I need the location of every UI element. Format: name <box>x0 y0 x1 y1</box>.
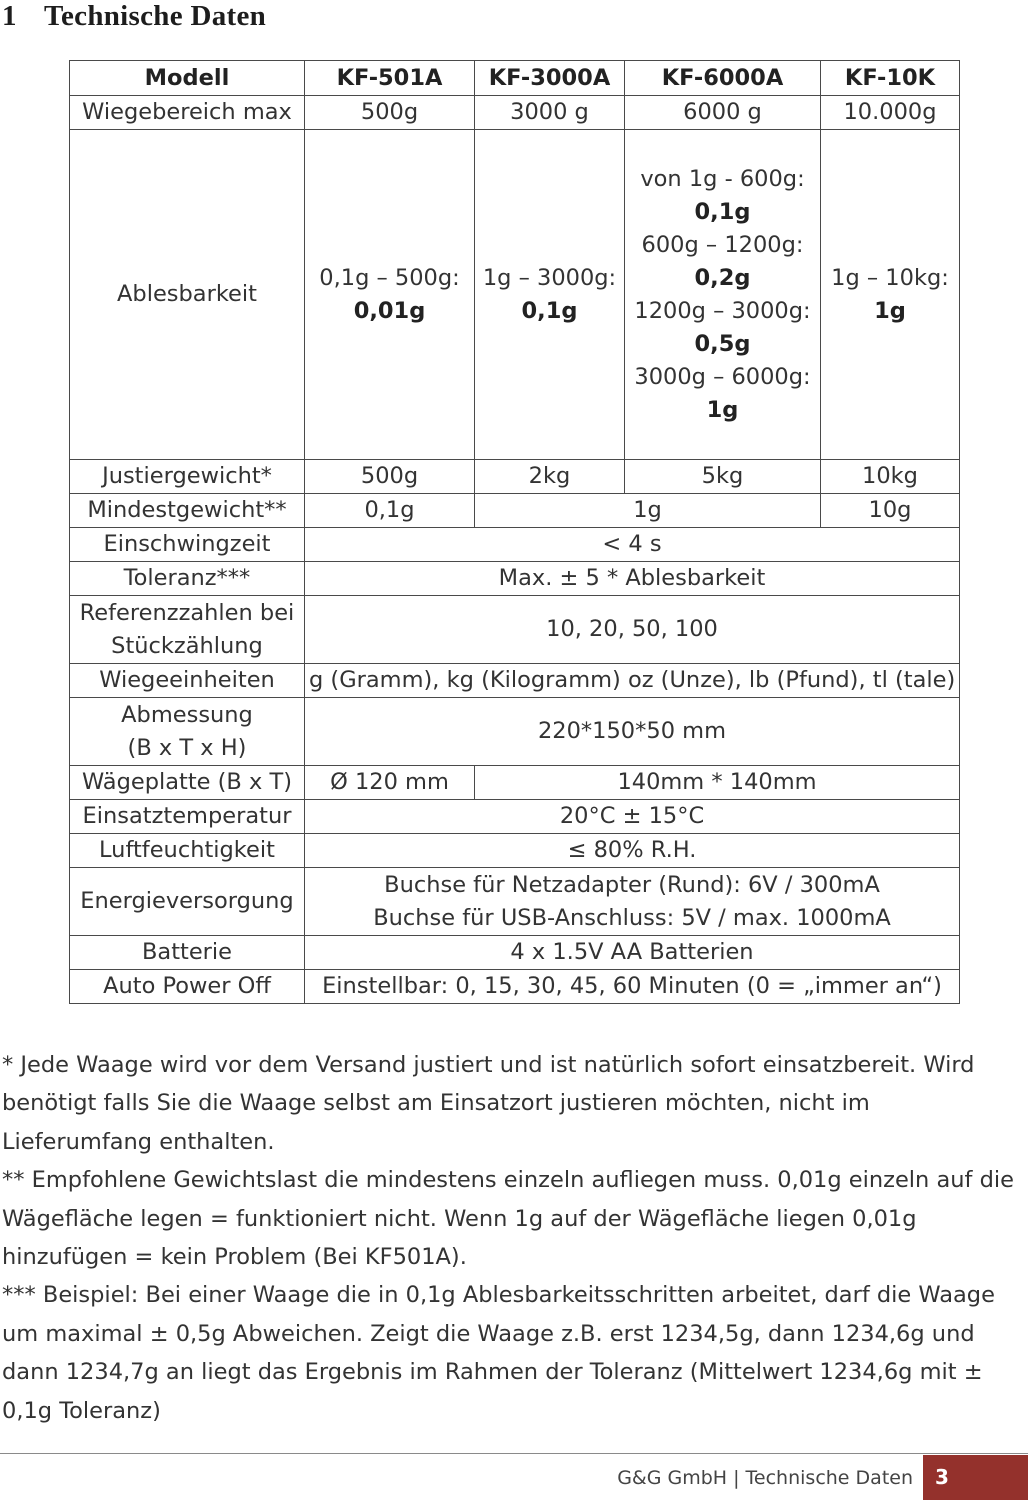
table-row <box>70 664 960 698</box>
footnote-text: Beispiel: Bei einer Waage die in 0,1g Ablesbarkeitsschritten arbeitet, darf die Waage um maximal ± 0,5g Abweichen. Zeigt die Waage z.B. erst 1234,5g, dann 1234,6g und dann 1234,7g an liegt das Ergebnis im Rahmen der Toleranz (Mittelwert 1234,6g mit ± 0,1g Toleranz) <box>2 1282 995 1424</box>
footnote <box>2 1276 1022 1430</box>
footnote-marker: * <box>2 1052 14 1078</box>
section-number: 1 <box>2 0 17 32</box>
header-kf-6000a: KF-6000A <box>625 61 821 96</box>
cell-range: 3000g – 6000g: <box>634 363 811 390</box>
cell-value: 0,1g <box>694 198 751 225</box>
cell-range: 1g – 10kg: <box>831 264 949 291</box>
table-row <box>70 936 960 970</box>
table-cell: 2kg <box>475 460 625 494</box>
footer-divider <box>0 1453 1028 1454</box>
cell-range: 0,1g – 500g: <box>319 264 460 291</box>
table-row <box>70 562 960 596</box>
table-cell: 4 x 1.5V AA Batterien <box>305 936 960 970</box>
header-kf-3000a: KF-3000A <box>475 61 625 96</box>
footnotes <box>2 1046 1022 1430</box>
footnote-text: Empfohlene Gewichtslast die mindestens einzeln aufliegen muss. 0,01g einzeln auf die Wägefläche legen = funktioniert nicht. Wenn 1g auf der Wägefläche liegen 0,01g hinzufügen = kein Problem (Bei KF501A). <box>2 1167 1014 1271</box>
table-cell: 5kg <box>625 460 821 494</box>
table-cell: 10g <box>821 494 960 528</box>
footnote <box>2 1161 1022 1276</box>
table-cell: Max. ± 5 * Ablesbarkeit <box>305 562 960 596</box>
table-cell <box>625 130 821 460</box>
table-cell: Ø 120 mm <box>305 766 475 800</box>
cell-range: 600g – 1200g: <box>641 231 804 258</box>
table-cell: 220*150*50 mm <box>305 698 960 766</box>
cell-value: 0,01g <box>353 297 426 324</box>
row-label: Batterie <box>70 936 305 970</box>
header-kf-501a: KF-501A <box>305 61 475 96</box>
row-label: Wiegebereich max <box>70 96 305 130</box>
row-label-line: Referenzzahlen bei <box>79 599 295 626</box>
table-cell: 10, 20, 50, 100 <box>305 596 960 664</box>
row-label: Wägeplatte (B x T) <box>70 766 305 800</box>
section-heading <box>2 0 266 33</box>
row-label <box>70 596 305 664</box>
table-cell: 140mm * 140mm <box>475 766 960 800</box>
table-cell: Einstellbar: 0, 15, 30, 45, 60 Minuten (0 = „immer an“) <box>305 970 960 1004</box>
row-label: Einschwingzeit <box>70 528 305 562</box>
row-label: Toleranz*** <box>70 562 305 596</box>
table-cell: 20°C ± 15°C <box>305 800 960 834</box>
spec-table <box>69 60 960 1004</box>
table-cell: 1g <box>475 494 821 528</box>
table-cell: 10kg <box>821 460 960 494</box>
cell-value: 0,5g <box>694 330 751 357</box>
table-cell: ≤ 80% R.H. <box>305 834 960 868</box>
row-label: Wiegeeinheiten <box>70 664 305 698</box>
table-row <box>70 970 960 1004</box>
cell-range: 1200g – 3000g: <box>634 297 811 324</box>
table-row <box>70 528 960 562</box>
table-row <box>70 800 960 834</box>
row-label: Ablesbarkeit <box>70 130 305 460</box>
table-cell: 10.000g <box>821 96 960 130</box>
table-cell <box>475 130 625 460</box>
row-label-line: Abmessung <box>121 701 253 728</box>
cell-range: 1g – 3000g: <box>482 264 617 291</box>
table-cell: < 4 s <box>305 528 960 562</box>
table-row <box>70 766 960 800</box>
table-cell: 500g <box>305 460 475 494</box>
table-row <box>70 868 960 936</box>
row-label-line: (B x T x H) <box>127 734 247 761</box>
table-cell: 6000 g <box>625 96 821 130</box>
footnote-marker: *** <box>2 1282 36 1309</box>
row-label-line: Stückzählung <box>111 632 263 659</box>
footnote-text: Jede Waage wird vor dem Versand justiert und ist natürlich sofort einsatzbereit. Wird benötigt falls Sie die Waage selbst am Einsatzort justieren möchten, nicht im Lieferumfang enthalten. <box>2 1052 975 1155</box>
row-label <box>70 698 305 766</box>
table-row <box>70 96 960 130</box>
cell-value: 0,1g <box>521 297 578 324</box>
table-row <box>70 698 960 766</box>
row-label: Auto Power Off <box>70 970 305 1004</box>
table-cell <box>305 130 475 460</box>
cell-line: Buchse für USB-Anschluss: 5V / max. 1000mA <box>373 904 891 931</box>
cell-value: 1g <box>874 297 906 324</box>
header-kf-10k: KF-10K <box>821 61 960 96</box>
page-number: 3 <box>923 1455 1028 1500</box>
cell-value: 1g <box>706 396 739 423</box>
row-label: Luftfeuchtigkeit <box>70 834 305 868</box>
footnote <box>2 1046 1022 1161</box>
cell-line: Buchse für Netzadapter (Rund): 6V / 300mA <box>384 871 880 898</box>
table-row <box>70 460 960 494</box>
footer-text: G&G GmbH | Technische Daten <box>617 1467 913 1489</box>
row-label: Energieversorgung <box>70 868 305 936</box>
cell-range: von 1g - 600g: <box>640 165 805 192</box>
table-row <box>70 494 960 528</box>
table-cell: 3000 g <box>475 96 625 130</box>
row-label: Mindestgewicht** <box>70 494 305 528</box>
table-row <box>70 130 960 460</box>
row-label: Justiergewicht* <box>70 460 305 494</box>
section-title: Technische Daten <box>44 0 267 32</box>
table-cell <box>305 868 960 936</box>
table-cell: 500g <box>305 96 475 130</box>
cell-value: 0,2g <box>694 264 751 291</box>
table-header-row <box>70 61 960 96</box>
header-modell: Modell <box>70 61 305 96</box>
table-cell: 0,1g <box>305 494 475 528</box>
table-row <box>70 596 960 664</box>
footnote-marker: ** <box>2 1167 25 1194</box>
table-cell <box>821 130 960 460</box>
table-row <box>70 834 960 868</box>
table-cell: g (Gramm), kg (Kilogramm) oz (Unze), lb (Pfund), tl (tale) <box>305 664 960 698</box>
row-label: Einsatztemperatur <box>70 800 305 834</box>
